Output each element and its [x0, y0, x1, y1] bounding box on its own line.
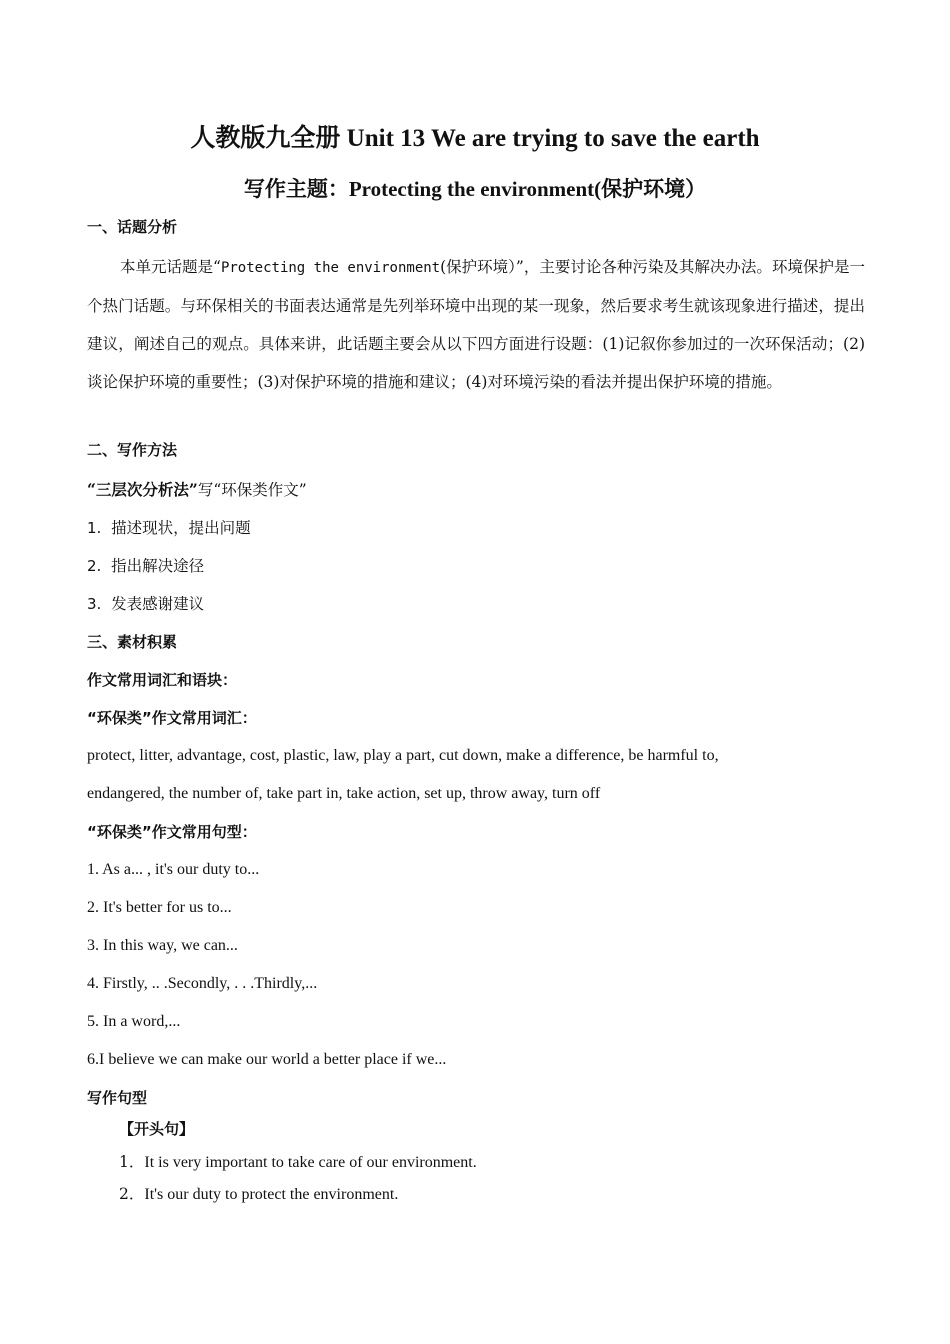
- opening-sentence-text: It is very important to take care of our environment.: [144, 1154, 477, 1171]
- method-name: “三层次分析法”: [87, 480, 198, 499]
- section-heading-writing-method: 二、写作方法: [87, 441, 178, 459]
- paragraph-english-topic: Protecting the environment: [220, 260, 441, 276]
- method-step-text: 指出解决途径: [111, 557, 205, 575]
- sentence-item: 2. It's better for us to...: [87, 899, 232, 916]
- method-step-number: 2.: [87, 557, 102, 575]
- paragraph-lead-text: 本单元话题是“: [120, 258, 221, 276]
- common-words-line: protect, litter, advantage, cost, plastic, law, play a part, cut down, make a difference, be harmful to,: [87, 747, 719, 764]
- section-heading-materials: 三、素材积累: [87, 633, 178, 651]
- method-step-text: 发表感谢建议: [111, 595, 205, 613]
- opening-sentence-text: It's our duty to protect the environment.: [144, 1186, 399, 1203]
- method-description: 写“环保类作文”: [197, 481, 307, 499]
- topic-analysis-paragraph: [87, 248, 865, 401]
- common-words-line: endangered, the number of, take part in, take action, set up, throw away, turn off: [87, 785, 601, 802]
- opening-sentences-label: 【开头句】: [119, 1120, 195, 1138]
- method-step-number: 1.: [87, 519, 102, 537]
- sentence-item: 3. In this way, we can...: [87, 937, 238, 954]
- document-subtitle: 写作主题：Protecting the environment(保护环境）: [243, 177, 707, 201]
- sentence-item: 6.I believe we can make our world a better place if we...: [87, 1051, 447, 1068]
- opening-sentence: [119, 1184, 398, 1205]
- section-heading-topic-analysis: 一、话题分析: [87, 218, 178, 236]
- method-step: [87, 518, 251, 538]
- paragraph-body-text: (保护环境）”，主要讨论各种污染及其解决办法。环境保护是一个热门话题。与环保相关的书面表达通常是先列举环境中出现的某一现象，然后要求考生就该现象进行描述，提出建议，阐述自己的观点。具体来讲，此话题主要会从以下四方面进行设题：(1)记叙你参加过的一次环保活动；(2)谈论保护环境的重要性；(3)对保护环境的措施和建议；(4)对环境污染的看法并提出保护环境的措施。: [87, 258, 865, 391]
- opening-sentence: [119, 1152, 477, 1173]
- method-step-text: 描述现状，提出问题: [111, 519, 251, 537]
- opening-sentence-number: 1．: [119, 1153, 145, 1171]
- opening-sentence-number: 2．: [119, 1185, 145, 1203]
- method-line: [87, 480, 307, 500]
- sentence-item: 1. As a... , it's our duty to...: [87, 861, 260, 878]
- common-words-heading: “环保类”作文常用词汇：: [87, 709, 257, 727]
- common-sentences-heading: “环保类”作文常用句型：: [87, 823, 257, 841]
- sentence-item: 5. In a word,...: [87, 1013, 181, 1030]
- vocab-heading: 作文常用词汇和语块：: [87, 671, 238, 689]
- document-title: 人教版九全册 Unit 13 We are trying to save the earth: [190, 125, 760, 152]
- method-step: [87, 556, 204, 576]
- method-step: [87, 594, 204, 614]
- sentence-item: 4. Firstly, .. .Secondly, . . .Thirdly,...: [87, 975, 318, 992]
- sentence-patterns-heading: 写作句型: [87, 1089, 148, 1107]
- method-step-number: 3.: [87, 595, 102, 613]
